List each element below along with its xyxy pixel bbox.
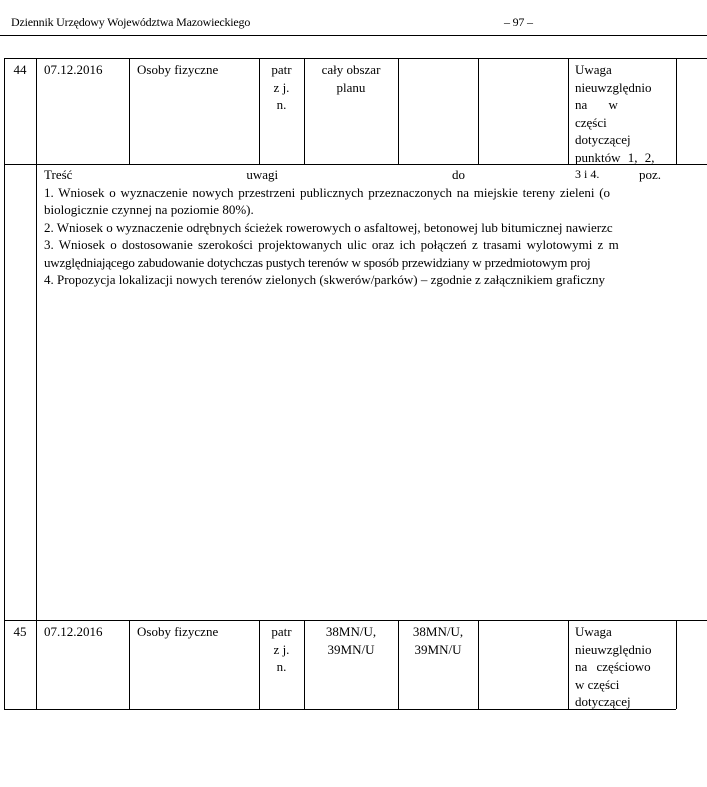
remark-title-word: Treść <box>44 167 73 182</box>
submission-date: 07.12.2016 <box>44 62 103 77</box>
column-divider <box>676 58 677 164</box>
row-number: 45 <box>13 624 27 639</box>
column-divider <box>129 58 130 164</box>
reference-line: patr <box>271 624 292 639</box>
header-rule <box>0 35 707 36</box>
reference-cell <box>259 623 304 676</box>
column-divider <box>568 620 569 709</box>
table-border-left <box>4 58 5 709</box>
remark-line: 2. Wniosek o wyznaczenie odrębnych ścieżek rowerowych o asfaltowej, betonowej lub bitumicznej nawierzc <box>44 219 613 235</box>
area-cell <box>304 623 398 658</box>
area-cell <box>304 61 398 96</box>
designation-cell <box>398 623 478 658</box>
table-border-top <box>4 58 707 59</box>
remark-line: 4. Propozycja lokalizacji nowych terenów zielonych (skwerów/parków) – zgodnie z załącznikiem graficzny <box>44 272 605 287</box>
remark-line: biologicznie czynnej na poziomie 80%). <box>44 202 254 217</box>
designation-line: 39MN/U <box>414 641 462 657</box>
decision-line: dotyczącej <box>575 694 631 709</box>
decision-line: dotyczącej <box>575 132 631 147</box>
remark-line: 3. Wniosek o dostosowanie szerokości projektowanych ulic oraz ich połączeń z trasami wylotowymi z m <box>44 237 619 252</box>
designation-line: 38MN/U, <box>412 624 464 639</box>
remark-title <box>44 166 661 184</box>
column-divider <box>129 620 130 709</box>
remark-title-word: poz. <box>638 167 661 182</box>
column-divider <box>676 620 677 709</box>
remark-line: uwzględniającego zabudowanie dotychczas pustych terenów w sposób przewidziany w przedmiotowym proj <box>44 254 591 270</box>
submitter: Osoby fizyczne <box>137 62 219 77</box>
decision-cell <box>575 623 669 711</box>
page-number: – 97 – <box>504 15 533 29</box>
remark-title-word: do <box>452 167 466 182</box>
reference-line: n. <box>276 659 287 674</box>
reference-line: n. <box>276 97 287 112</box>
area-line: planu <box>336 79 366 95</box>
remark-line: 1. Wniosek o wyznaczenie nowych przestrzeni publicznych przeznaczonych na miejskie tereny zieleni (o <box>44 184 611 200</box>
area-line: 38MN/U, <box>325 624 377 639</box>
column-divider <box>36 58 37 709</box>
area-line: 39MN/U <box>327 641 375 657</box>
submitter: Osoby fizyczne <box>137 624 219 639</box>
row-divider <box>4 620 707 621</box>
decision-line: nieuwzględnio <box>575 79 652 95</box>
decision-line: w części <box>575 676 620 692</box>
column-divider <box>398 58 399 164</box>
reference-cell <box>259 61 304 114</box>
submission-date: 07.12.2016 <box>44 624 103 639</box>
remark-content <box>44 166 707 289</box>
decision-line: Uwaga <box>575 624 612 639</box>
column-divider <box>478 620 479 709</box>
decision-line: nieuwzględnio <box>575 641 652 657</box>
area-line: cały obszar <box>321 62 381 77</box>
reference-line: z j. <box>273 641 290 657</box>
row-number: 44 <box>13 62 27 77</box>
decision-line: 3 i 4. <box>575 167 600 181</box>
column-divider <box>568 58 569 164</box>
column-divider <box>478 58 479 164</box>
reference-line: patr <box>271 62 292 77</box>
decision-line: punktów 1, 2, <box>575 149 655 165</box>
decision-line: na częściowo <box>575 659 651 674</box>
remark-title-word: uwagi <box>246 167 279 182</box>
journal-title: Dziennik Urzędowy Województwa Mazowieckiego <box>11 15 251 29</box>
reference-line: z j. <box>273 79 290 95</box>
decision-line: Uwaga <box>575 62 612 77</box>
decision-line: na w części <box>575 97 618 130</box>
